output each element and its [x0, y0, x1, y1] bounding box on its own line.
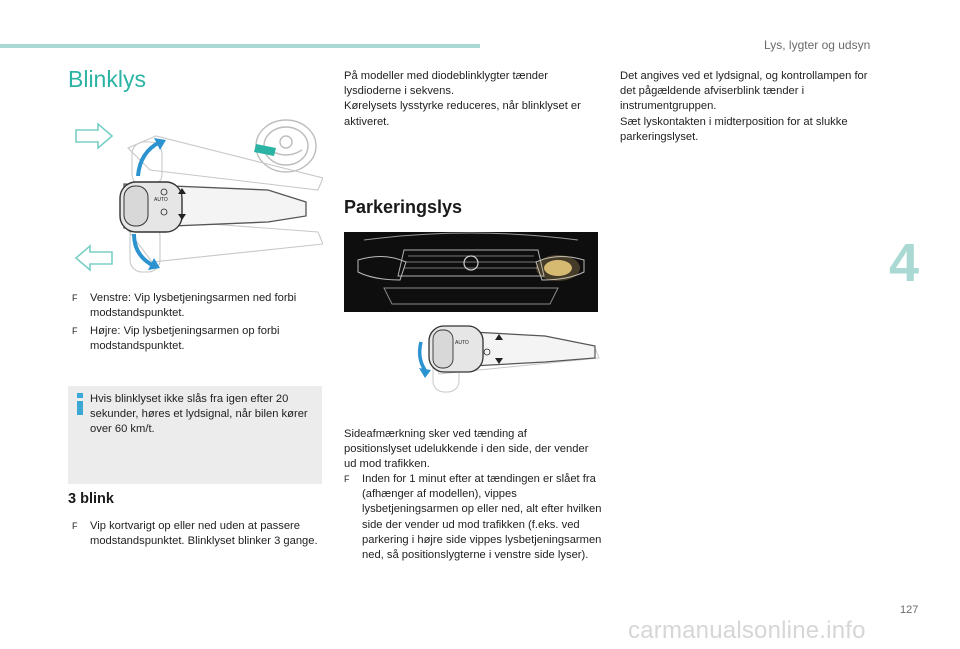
parking-lights-title: Parkeringslys — [344, 197, 463, 217]
bullet-left-turn — [72, 291, 340, 321]
svg-text:AUTO: AUTO — [154, 197, 168, 203]
chapter-number: 4 — [889, 233, 920, 293]
bullet-text: Venstre: Vip lysbetjeningsarmen ned forbi modstandspunktet. — [90, 292, 297, 320]
info-icon — [77, 393, 83, 415]
header-accent-bar — [0, 44, 480, 48]
watermark: carmanualsonline.info — [628, 617, 866, 644]
three-blink-title: 3 blink — [68, 491, 114, 507]
bullet-right-turn — [72, 324, 340, 354]
bullet-marker-icon: F — [344, 474, 350, 484]
lever-body-icon — [120, 182, 306, 232]
car-front-photo — [344, 232, 598, 312]
bullet-marker-icon: F — [72, 326, 78, 336]
bullet-text: Vip kortvarigt op eller ned uden at passere modstandspunktet. Blinklyset blinker 3 gange. — [90, 520, 318, 548]
rotate-down-arrow-icon — [420, 342, 425, 370]
chapter-header-title: Lys, lygter og udsyn — [764, 38, 871, 52]
section-title: Blinklys — [68, 66, 146, 92]
info-text: Hvis blinklyset ikke slås fra igen efter 20 sekunder, høres et lydsignal, når bilen kører over 60 km/t. — [90, 393, 308, 436]
indicator-lever-illustration — [68, 112, 323, 282]
bullet-three-blink — [72, 519, 340, 549]
page-number: 127 — [900, 604, 919, 616]
bullet-text: Højre: Vip lysbetjeningsarmen op forbi modstandspunktet. — [90, 325, 280, 353]
arrow-left-icon — [76, 246, 112, 270]
bullet-marker-icon: F — [72, 293, 78, 303]
column3-text: Det angives ved et lydsignal, og kontrollampen for det pågældende afviserblink tænder i instrumentgruppen. Sæt lyskontakten i midterposition for at slukke parkeringslyset. — [620, 70, 868, 143]
parking-text: Sideafmærkning sker ved tænding af positionslyset udelukkende i den side, der vender ud mod trafikken. — [344, 428, 589, 471]
parking-lever-illustration — [395, 318, 600, 396]
info-box — [68, 386, 322, 484]
bullet-parking — [344, 472, 612, 563]
bullet-marker-icon: F — [72, 521, 78, 531]
bullet-text: Inden for 1 minut efter at tændingen er slået fra (afhænger af modellen), vippes lysbetjeningsarmen op eller ned, alt efter hvilken side der vender ud mod trafikken (f.eks. ved parkering i højre side vippes lysbetjeningsarmen ned, så positionslygterne i venstre side lyser). — [362, 473, 602, 562]
lever-body-icon — [429, 326, 595, 372]
arrow-right-icon — [76, 124, 112, 148]
svg-text:AUTO: AUTO — [455, 340, 469, 346]
diode-intro-text: På modeller med diodeblinklygter tænder lysdioderne i sekvens. Kørelysets lysstyrke reduceres, når blinklyset er aktiveret. — [344, 70, 581, 128]
